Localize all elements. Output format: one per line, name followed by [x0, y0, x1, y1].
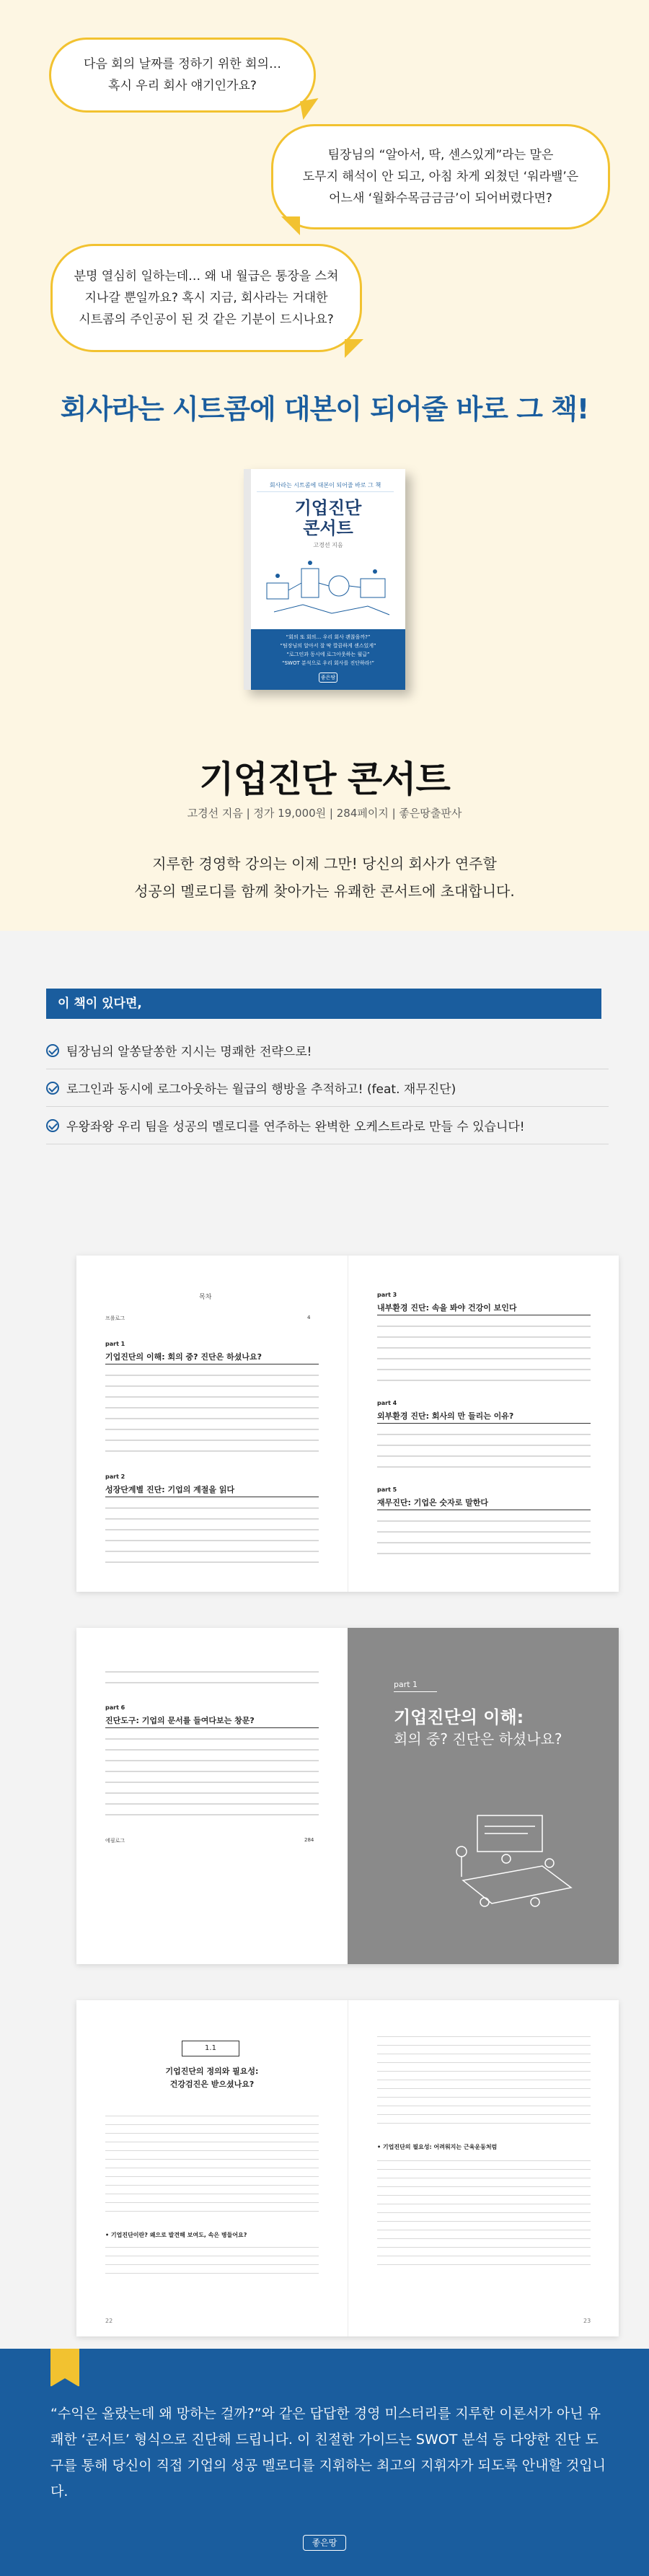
- body-text-line: [377, 2212, 591, 2213]
- body-text-line: [377, 2036, 591, 2037]
- bubble-line: 지나갈 뿐일까요? 혹시 지금, 회사라는 거대한: [84, 291, 328, 305]
- chapter-title: [76, 2065, 348, 2091]
- body-text-line: [377, 2238, 591, 2239]
- check-circle-icon: [46, 1082, 59, 1095]
- toc-entry: [105, 1749, 319, 1751]
- chapter-badge: 1.1: [182, 2041, 239, 2056]
- body-text-line: [377, 2221, 591, 2222]
- toc-entry: [105, 1760, 319, 1761]
- page-number: 22: [105, 2318, 113, 2324]
- body-text-line: [105, 2159, 319, 2160]
- toc-entry: [105, 1671, 319, 1673]
- toc-part-label: part 4: [377, 1400, 397, 1406]
- book-intro: [0, 850, 649, 905]
- body-text-line: [377, 2169, 591, 2170]
- toc-entry: [105, 1551, 319, 1552]
- chapter-bullet-head: • 기업진단이란? 왜으로 발견해 보여도, 속은 병들어요?: [105, 2232, 247, 2238]
- toc-entry: [105, 1418, 319, 1419]
- book-cover-illustration: [260, 554, 397, 623]
- body-text-line: [377, 2114, 591, 2115]
- band-line: “SWOT 분석으로 우리 회사를 진단하라!”: [281, 660, 374, 666]
- toc-part-title: 진단도구: 기업의 문서를 들여다보는 창문?: [105, 1716, 255, 1725]
- band-line: “팀장님의 알아서 잘 딱 깔끔하게 센스있게”: [280, 643, 376, 649]
- feature-item: [46, 1069, 609, 1107]
- body-text-line: [377, 2160, 591, 2161]
- book-cover-title: [251, 498, 405, 538]
- toc-entry: [105, 1507, 319, 1509]
- band-line: “로그인과 동시에 로그아웃하는 월급”: [286, 652, 370, 657]
- chapter-title-line: 건강검진은 받으셨나요?: [169, 2080, 255, 2089]
- toc-entry: [377, 1553, 591, 1554]
- feature-item: [46, 1107, 609, 1144]
- toc-preface-page: 4: [307, 1315, 311, 1320]
- divider-subtitle: 회의 중? 진단은 하셨나요?: [394, 1730, 562, 1748]
- summary-text: “수익은 올랐는데 왜 망하는 걸까?”와 같은 답답한 경영 미스터리를 지루한 이론서가 아닌 유쾌한 ‘콘서트’ 형식으로 진단해 드립니다. 이 친절한 가이드는 SWOT 분석 등 다양한 진단 도구를 통해 당신이 직접 기업의 성공 멜로디를 지휘하는 최고의 지휘자가 되도록 안내할 것입니다.: [50, 2406, 606, 2500]
- toc-entry: [377, 1326, 591, 1327]
- body-text-line: [105, 2176, 319, 2177]
- toc-entry: [105, 1407, 319, 1409]
- divider-rule: [394, 1691, 437, 1692]
- toc-entry: [105, 1440, 319, 1441]
- bubble-line: 팀장님의 “알아서, 딱, 센스있게”라는 말은: [327, 148, 554, 162]
- toc-epilogue-page: 284: [304, 1837, 314, 1843]
- toc-entry: [105, 1450, 319, 1452]
- toc-part-title: 내부환경 진단: 속을 봐야 건강이 보인다: [377, 1303, 517, 1313]
- toc-entry: [105, 1561, 319, 1563]
- body-text-line: [377, 2264, 591, 2265]
- bubble-tail: [345, 339, 363, 358]
- chapter-spread: [76, 2000, 619, 2336]
- toc-entry: [105, 1396, 319, 1398]
- toc-entry: [377, 1542, 591, 1543]
- publisher-logo: 좋은땅: [303, 2535, 346, 2551]
- toc-entry: [377, 1445, 591, 1446]
- feature-item: [46, 1032, 609, 1069]
- toc-entry: [105, 1375, 319, 1376]
- toc-entry: [377, 1369, 591, 1370]
- toc-part-label: part 1: [105, 1341, 125, 1347]
- part-divider-page: [348, 1628, 619, 1964]
- body-text-line: [105, 2202, 319, 2203]
- toc-entry: [377, 1520, 591, 1522]
- book-cover: [244, 469, 405, 690]
- book-cover-tagline: 회사라는 시트콤에 대본이 되어줄 바로 그 책: [257, 479, 394, 492]
- body-text-line: [105, 2133, 319, 2134]
- toc-rule: [377, 1423, 591, 1424]
- check-circle-icon: [46, 1119, 59, 1132]
- toc-entry: [105, 1782, 319, 1783]
- feature-text: 우왕좌왕 우리 팀을 성공의 멜로디를 연주하는 완벽한 오케스트라로 만들 수 있습니다!: [66, 1120, 525, 1134]
- toc-entry: [105, 1385, 319, 1387]
- publisher-logo: 좋은땅: [319, 673, 337, 683]
- body-text-line: [105, 2264, 319, 2265]
- page-number: 23: [583, 2318, 591, 2324]
- toc-entry: [105, 1429, 319, 1430]
- toc-entry: [105, 1518, 319, 1520]
- toc-part-title: 기업진단의 이해: 회의 중? 진단은 하셨나요?: [105, 1352, 262, 1362]
- features-heading: 이 책이 있다면,: [46, 989, 601, 1019]
- toc-entry: [377, 1434, 591, 1435]
- toc-entry: [377, 1358, 591, 1359]
- body-text-line: [377, 2123, 591, 2124]
- bubble-line: 혹시 우리 회사 얘기인가요?: [108, 79, 257, 93]
- toc-right-page: [348, 1256, 619, 1592]
- chapter-section-head: • 기업진단의 필요성: 어려워지는 근육운동처럼: [377, 2144, 498, 2150]
- check-circle-icon: [46, 1044, 59, 1057]
- toc-end-page: [76, 1628, 348, 1964]
- toc-spread: [76, 1256, 619, 1592]
- bubble-tail: [281, 216, 300, 235]
- book-meta: 고경선 지음 | 정가 19,000원 | 284페이지 | 좋은땅출판사: [187, 807, 462, 820]
- toc-entry: [105, 1682, 319, 1683]
- toc-part-title: 재무진단: 기업은 숫자로 말한다: [377, 1498, 489, 1507]
- body-text-line: [377, 2097, 591, 2098]
- toc-entry: [105, 1529, 319, 1530]
- book-cover-author: 고경선 지음: [313, 542, 343, 548]
- body-text-line: [105, 2124, 319, 2125]
- intro-line: 성공의 멜로디를 함께 찾아가는 유쾌한 콘서트에 초대합니다.: [134, 882, 515, 900]
- bubble-line: 분명 열심히 일하는데… 왜 내 월급은 통장을 스쳐: [74, 269, 339, 284]
- body-text-line: [377, 2247, 591, 2248]
- summary-section: [0, 2349, 649, 2576]
- meeting-illustration: [434, 1808, 578, 1916]
- bubble-line: 도무지 해석이 안 되고, 아침 차게 외쳤던 ‘워라밸’은: [302, 170, 579, 184]
- toc-entry: [105, 1738, 319, 1740]
- toc-entry: [377, 1455, 591, 1457]
- toc-preface: 프롤로그: [105, 1315, 125, 1321]
- body-text-line: [377, 2195, 591, 2196]
- toc-entry: [377, 1531, 591, 1533]
- toc-heading: 목차: [199, 1294, 212, 1301]
- bubble-line: 시트콤의 주인공이 된 것 같은 기분이 드시나요?: [79, 312, 334, 327]
- toc-entry: [105, 1803, 319, 1805]
- bubble-line: 어느새 ‘월화수목금금금’이 되어버렸다면?: [329, 191, 552, 206]
- speech-bubble-2: [271, 124, 610, 229]
- bookmark-icon: [50, 2349, 79, 2386]
- toc-entry: [105, 1792, 319, 1794]
- book-title-line: 기업진단: [294, 498, 362, 518]
- headline: 회사라는 시트콤에 대본이 되어줄 바로 그 책!: [60, 393, 589, 425]
- toc-part-label: part 2: [105, 1473, 125, 1480]
- body-text-line: [105, 2185, 319, 2186]
- band-line: “회의 또 회의… 우리 회사 괜찮을까?”: [286, 634, 371, 640]
- chapter-right-page: [348, 2000, 619, 2336]
- book-cover-band: [251, 629, 405, 690]
- speech-bubble-3: [50, 244, 362, 352]
- bubble-tail: [300, 98, 322, 120]
- feature-list: [46, 1032, 609, 1144]
- part-divider-spread: [76, 1628, 619, 1964]
- toc-part-label: part 3: [377, 1292, 397, 1298]
- toc-part-label: part 6: [105, 1704, 125, 1711]
- toc-part-title: 성장단계별 진단: 기업의 계절을 읽다: [105, 1485, 235, 1494]
- body-text-line: [105, 2273, 319, 2274]
- body-text-line: [105, 2211, 319, 2212]
- body-text-line: [377, 2186, 591, 2187]
- features-section: [0, 931, 649, 2349]
- toc-entry: [377, 1347, 591, 1349]
- speech-bubble-1: [49, 38, 316, 113]
- toc-part-label: part 5: [377, 1486, 397, 1493]
- bubble-line: 다음 회의 날짜를 정하기 위한 회의…: [84, 57, 281, 71]
- book-title: 기업진단 콘서트: [199, 758, 450, 800]
- body-text-line: [377, 2088, 591, 2089]
- body-text-line: [105, 2247, 319, 2248]
- chapter-left-page: [76, 2000, 348, 2336]
- toc-epilogue: 에필로그: [105, 1838, 125, 1844]
- chapter-title-line: 기업진단의 정의와 필요성:: [165, 2067, 259, 2076]
- hero-section: [0, 0, 649, 931]
- toc-left-page: [76, 1256, 348, 1592]
- feature-text: 로그인과 동시에 로그아웃하는 월급의 행방을 추적하고! (feat. 재무진단): [66, 1082, 456, 1097]
- book-title-line: 콘서트: [303, 518, 353, 538]
- body-text-line: [377, 2045, 591, 2046]
- toc-entry: [377, 1336, 591, 1338]
- toc-entry: [105, 1540, 319, 1541]
- toc-rule: [105, 1727, 319, 1728]
- body-text-line: [377, 2062, 591, 2063]
- intro-line: 지루한 경영학 강의는 이제 그만! 당신의 회사가 연주할: [152, 855, 497, 872]
- toc-part-title: 외부환경 진단: 회사의 만 들리는 이유?: [377, 1411, 514, 1421]
- divider-part-label: part 1: [394, 1680, 418, 1689]
- toc-entry: [377, 1466, 591, 1468]
- toc-entry: [377, 1380, 591, 1381]
- feature-text: 팀장님의 알쏭달쏭한 지시는 명쾌한 전략으로!: [66, 1045, 312, 1059]
- body-text-line: [105, 2150, 319, 2151]
- divider-title: 기업진단의 이해:: [394, 1707, 524, 1727]
- toc-entry: [105, 1771, 319, 1772]
- toc-entry: [105, 1814, 319, 1815]
- body-text-line: [377, 2071, 591, 2072]
